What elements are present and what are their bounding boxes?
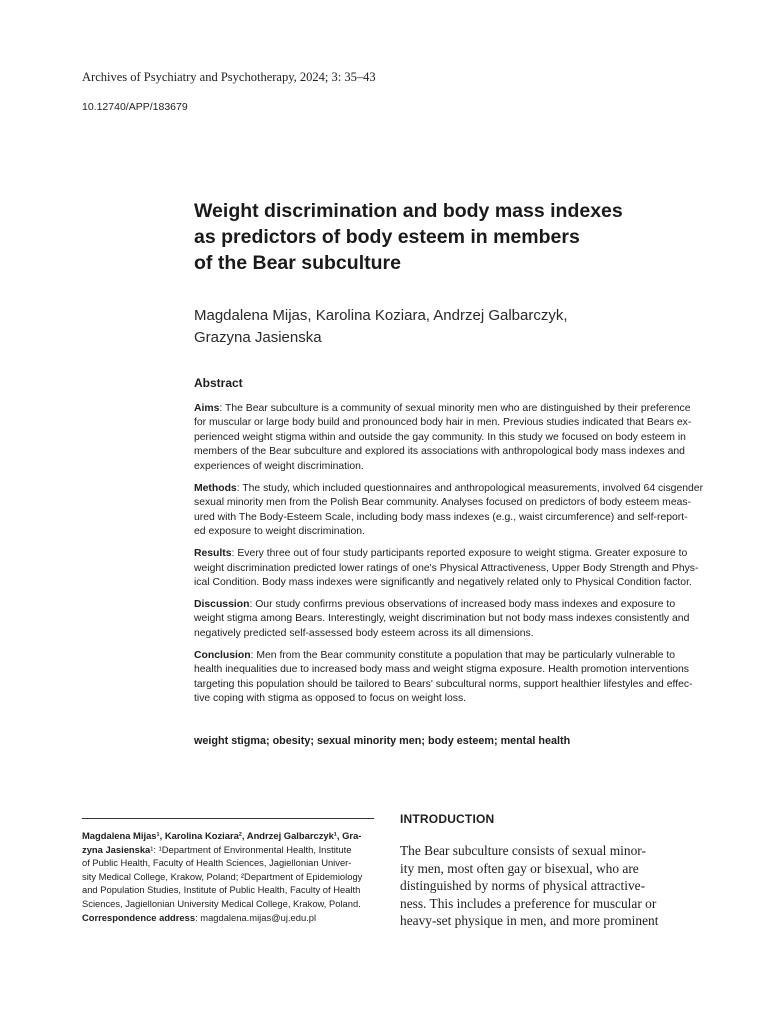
abstract-line — [194, 402, 694, 417]
abstract-line: weight discrimination predicted lower ratings of one's Physical Attractiveness, Upper Body Strength and Phys- — [194, 562, 699, 574]
introduction-body — [400, 842, 700, 930]
correspondence-line — [82, 911, 382, 925]
section-label: Conclusion — [194, 649, 251, 661]
abstract-line: members of the Bear subculture and explored its associations with anthropological body mass indexes and — [194, 446, 685, 458]
affiliation-line — [82, 843, 382, 857]
introduction-heading: INTRODUCTION — [400, 812, 495, 826]
journal-citation: Archives of Psychiatry and Psychotherapy, 2024; 3: 35–43 — [82, 70, 376, 84]
abstract-line: ical Condition. Body mass indexes were significantly and negatively related only to Physical Condition factor. — [194, 577, 692, 589]
intro-line: ness. This includes a preference for muscular or — [400, 895, 657, 911]
affiliation-authors: zyna Jasienska — [82, 843, 151, 855]
footnote-divider — [82, 818, 374, 819]
abstract-line: perienced weight stigma within and outside the gay community. In this study we focused on body esteem in — [194, 431, 686, 443]
intro-line: distinguished by norms of physical attractive- — [400, 878, 646, 894]
keywords: weight stigma; obesity; sexual minority men; body esteem; mental health — [194, 735, 571, 747]
author-affiliations — [82, 829, 382, 924]
abstract-line: ed exposure to weight discrimination. — [194, 526, 365, 538]
section-label: Methods — [194, 482, 237, 494]
doi: 10.12740/APP/183679 — [82, 101, 188, 113]
affiliation-line: Sciences, Jagiellonian University Medical College, Krakow, Poland. — [82, 897, 361, 909]
section-label: Discussion — [194, 598, 250, 610]
affiliation-line: of Public Health, Faculty of Health Sciences, Jagiellonian Univer- — [82, 857, 352, 869]
intro-line: ity men, most often gay or bisexual, who are — [400, 860, 639, 876]
abstract-discussion — [194, 598, 694, 642]
abstract-line: ured with The Body-Esteem Scale, including body mass indexes (e.g., waist circumference) and self-report- — [194, 511, 688, 523]
affiliation-line: sity Medical College, Krakow, Poland; ²Department of Epidemiology — [82, 870, 363, 882]
abstract-heading: Abstract — [194, 376, 243, 390]
abstract-line — [194, 482, 704, 497]
article-title — [194, 198, 664, 276]
abstract-line: for muscular or large body build and pronounced body hair in men. Previous studies indicated that Bears ex- — [194, 417, 692, 429]
correspondence-label: Correspondence address — [82, 911, 196, 923]
abstract-text: : Our study confirms previous observations of increased body mass indexes and exposure to — [249, 598, 676, 610]
abstract-results — [194, 547, 699, 591]
abstract-text: : Men from the Bear community constitute a population that may be particularly vulnerable to — [250, 649, 676, 661]
title-line: of the Bear subculture — [194, 252, 401, 274]
correspondence-email: : magdalena.mijas@uj.edu.pl — [195, 911, 317, 923]
abstract-line — [194, 598, 694, 613]
abstract-line — [194, 547, 694, 562]
section-label: Aims — [194, 402, 220, 414]
affiliation-authors: Magdalena Mijas¹, Karolina Koziara², Andrzej Galbarczyk¹, Gra- — [82, 830, 362, 841]
title-line: as predictors of body esteem in members — [194, 226, 580, 248]
affiliation-text: ¹: ¹Department of Environmental Health, Institute — [150, 843, 352, 855]
abstract-aims — [194, 402, 694, 475]
affiliation-line: and Population Studies, Institute of Public Health, Faculty of Health — [82, 884, 361, 896]
affiliation-line — [82, 829, 382, 843]
abstract-line: weight stigma among Bears. Interestingly, weight discrimination but not body mass indexes consistently and — [194, 613, 690, 625]
abstract — [194, 376, 704, 714]
intro-line: The Bear subculture consists of sexual minor- — [400, 843, 646, 858]
title-line: Weight discrimination and body mass indexes — [194, 200, 623, 222]
author-line: Magdalena Mijas, Karolina Koziara, Andrzej Galbarczyk, — [194, 307, 568, 324]
section-label: Results — [194, 547, 232, 559]
author-list — [194, 305, 664, 349]
abstract-text: : The Bear subculture is a community of sexual minority men who are distinguished by their preference — [219, 402, 691, 414]
abstract-line: sexual minority men from the Polish Bear community. Analyses focused on predictors of body esteem meas- — [194, 497, 692, 509]
intro-line: heavy-set physique in men, and more prominent — [400, 913, 659, 929]
abstract-line: targeting this population should be tailored to Bears' subcultural norms, support healthier lifestyles and effec- — [194, 678, 693, 690]
abstract-line: health inequalities due to increased body mass and weight stigma exposure. Health promotion interventions — [194, 664, 690, 676]
abstract-line: tive coping with stigma as opposed to focus on weight loss. — [194, 693, 467, 705]
abstract-line — [194, 649, 694, 664]
abstract-text: : The study, which included questionnaires and anthropological measurements, involved 64 cisgender — [236, 482, 704, 494]
abstract-line: experiences of weight discrimination. — [194, 460, 364, 472]
abstract-line: negatively predicted self-assessed body esteem across its all dimensions. — [194, 627, 534, 639]
abstract-text: : Every three out of four study participants reported exposure to weight stigma. Greater exposure to — [231, 547, 688, 559]
author-line: Grazyna Jasienska — [194, 329, 322, 346]
abstract-methods — [194, 482, 704, 540]
abstract-conclusion — [194, 649, 694, 707]
